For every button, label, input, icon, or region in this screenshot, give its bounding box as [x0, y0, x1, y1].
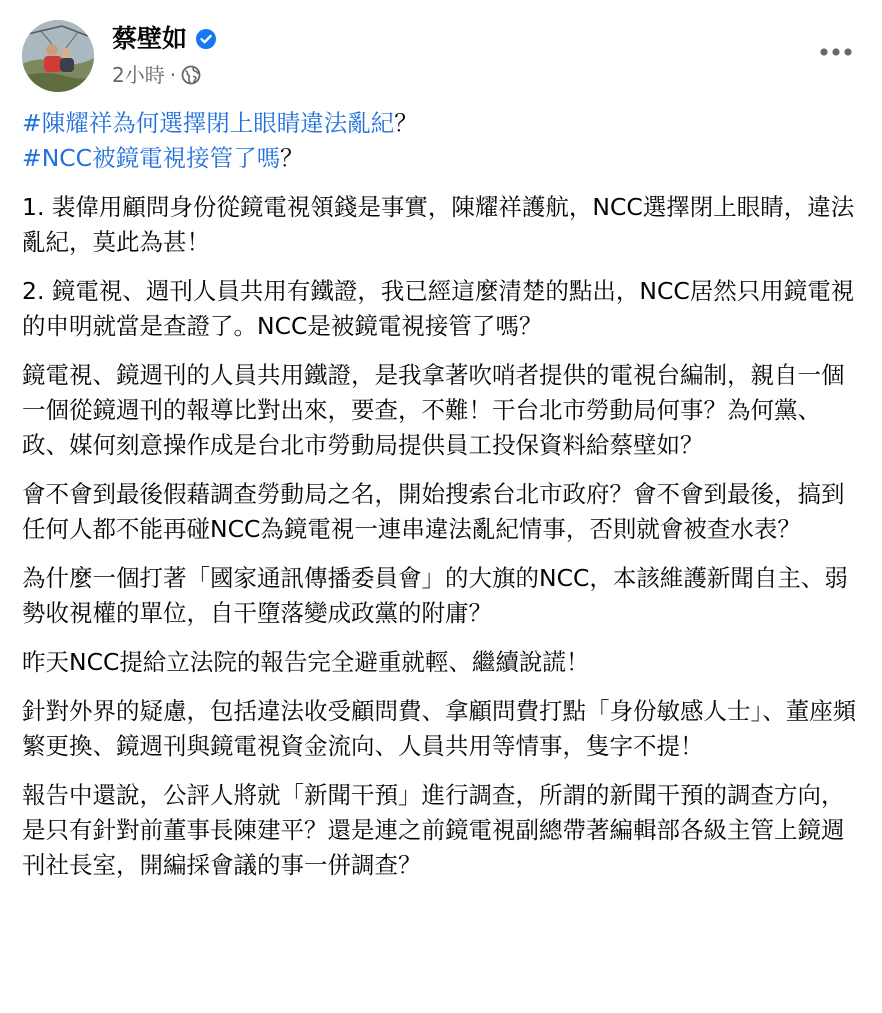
paragraph-1: 1. 裴偉用顧問身份從鏡電視領錢是事實，陳耀祥護航，NCC選擇閉上眼睛，違法亂紀，莫此為甚！: [22, 193, 855, 256]
globe-icon[interactable]: [181, 65, 201, 85]
paragraph-4: 會不會到最後假藉調查勞動局之名，開始搜索台北市政府？會不會到最後，搞到任何人都不能再碰NCC為鏡電視一連串違法亂紀情事，否則就會被查水表？: [22, 480, 845, 543]
paragraph-2: 2. 鏡電視、週刊人員共用有鐵證，我已經這麼清楚的點出，NCC居然只用鏡電視的申明就當是查證了。NCC是被鏡電視接管了嗎？: [22, 277, 855, 340]
post-meta: [112, 62, 201, 88]
author-avatar[interactable]: [22, 20, 94, 92]
post-timestamp[interactable]: 2小時: [112, 63, 165, 87]
hashtag-block: [22, 106, 864, 176]
avatar-photo: [22, 20, 94, 92]
hashtag-link[interactable]: #陳耀祥為何選擇閉上眼睛違法亂紀: [22, 109, 395, 137]
meta-separator: ·: [169, 63, 177, 87]
author-name[interactable]: 蔡壁如: [112, 24, 188, 53]
hashtag-suffix: ？: [280, 144, 304, 172]
post-body: [22, 106, 864, 897]
hashtag-link[interactable]: #NCC被鏡電視接管了嗎: [22, 144, 281, 172]
hashtag-line: [22, 106, 864, 141]
paragraph-6: 昨天NCC提給立法院的報告完全避重就輕、繼續說謊！: [22, 648, 590, 676]
author-name-row: [112, 24, 217, 54]
paragraph-3: 鏡電視、鏡週刊的人員共用鐵證，是我拿著吹哨者提供的電視台編制，親自一個一個從鏡週刊的報導比對出來，要查，不難！干台北市勞動局何事？為何黨、政、媒何刻意操作成是台北市勞動局提供員工投保資料給蔡壁如？: [22, 361, 845, 459]
hashtag-suffix: ？: [394, 109, 418, 137]
hashtag-line: [22, 141, 864, 176]
paragraph-8: 報告中還說，公評人將就「新聞干預」進行調查，所謂的新聞干預的調查方向，是只有針對前董事長陳建平？還是連之前鏡電視副總帶著編輯部各級主管上鏡週刊社長室，開編採會議的事一併調查？: [22, 781, 845, 879]
paragraph-5: 為什麼一個打著「國家通訊傳播委員會」的大旗的NCC，本該維護新聞自主、弱勢收視權的單位，自干墮落變成政黨的附庸？: [22, 564, 848, 627]
more-options-icon: [819, 47, 853, 57]
more-options-button[interactable]: [814, 34, 858, 70]
verified-badge-icon: [195, 28, 217, 50]
post-header: [22, 18, 862, 98]
paragraph-7: 針對外界的疑慮，包括違法收受顧問費、拿顧問費打點「身份敏感人士」、董座頻繁更換、鏡週刊與鏡電視資金流向、人員共用等情事，隻字不提！: [22, 697, 857, 760]
